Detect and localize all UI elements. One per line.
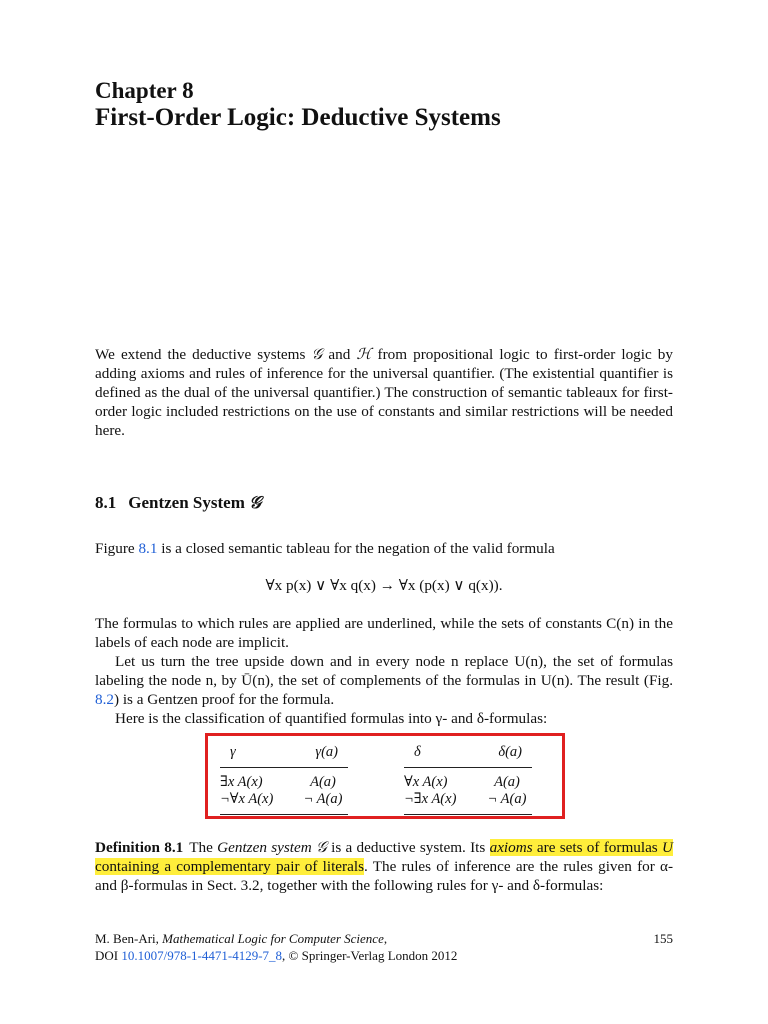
table-cell: ¬ A(a) <box>303 791 343 807</box>
figure-8-2-link[interactable]: 8.2 <box>95 691 114 708</box>
paragraph-underlined: The formulas to which rules are applied are underlined, while the sets of constants C(n) in the labels of each node are implicit. <box>95 615 673 651</box>
table-row <box>404 774 532 791</box>
system-h-symbol: ℋ <box>356 345 372 363</box>
table-cell: A(a) <box>494 774 520 790</box>
body-paragraphs <box>95 614 673 728</box>
intro-text-1: We extend the deductive systems <box>95 346 312 363</box>
table-cell: ¬∀x A(x) <box>220 791 274 807</box>
gamma-table-header <box>220 744 348 768</box>
section-heading <box>95 493 261 513</box>
definition-term: Gentzen system <box>217 839 316 856</box>
delta-a-header: δ(a) <box>498 744 522 760</box>
table-row <box>220 791 348 808</box>
definition-label: Definition 8.1 <box>95 839 184 856</box>
figure-reference-line <box>95 539 673 558</box>
fig-text-2: is a closed semantic tableau for the negation of the valid formula <box>157 540 555 557</box>
highlighted-table-box <box>205 733 565 819</box>
page-number: 155 <box>653 931 673 946</box>
def-text-1: The <box>189 839 218 856</box>
section-symbol: 𝒢 <box>249 493 262 513</box>
paragraph-upside-down <box>95 652 673 709</box>
definition-symbol: 𝒢 <box>315 838 327 856</box>
page-footer <box>95 930 673 964</box>
delta-table <box>404 744 532 815</box>
intro-paragraph <box>95 345 673 440</box>
footer-author: M. Ben-Ari, <box>95 931 163 946</box>
table-cell: ¬ A(a) <box>487 791 527 807</box>
gamma-a-header: γ(a) <box>315 744 338 760</box>
p2-text-1: Let us turn the tree upside down and in every node n replace U(n), the set of formulas labeling the node n, by Ū(n), the set of complements of the formulas in U(n). The result (Fig. <box>95 653 673 689</box>
display-formula: ∀x p(x) ∨ ∀x q(x) → ∀x (p(x) ∨ q(x)). <box>265 577 503 594</box>
highlight-u: U <box>662 839 673 856</box>
table-cell: ∃x A(x) <box>220 774 263 790</box>
paragraph-classification: Here is the classification of quantified formulas into γ- and δ-formulas: <box>115 710 548 727</box>
intro-text-3: from propositional logic to first-order logic by adding axioms and rules of inference for the universal quantifier. (The existential quantifier is defined as the dual of the universal quantifier.) The construction of semantic tableaux for first-order logic included restrictions on the use of constants and similar restrictions will be needed here. <box>95 346 673 439</box>
table-row <box>220 774 348 791</box>
delta-header: δ <box>414 744 421 760</box>
delta-table-header <box>404 744 532 768</box>
figure-8-1-link[interactable]: 8.1 <box>138 540 158 557</box>
def-text-2: is a deductive system. Its <box>326 839 490 856</box>
citation <box>95 930 387 947</box>
doi-prefix: DOI <box>95 948 122 963</box>
section-number: 8.1 <box>95 493 117 512</box>
doi-link[interactable]: 10.1007/978-1-4471-4129-7_8 <box>121 948 283 963</box>
table-cell: ∀x A(x) <box>404 774 448 790</box>
table-cell: ¬∃x A(x) <box>404 791 457 807</box>
highlight-text-2: containing a complementary pair of literals <box>95 858 364 875</box>
intro-text-2: and <box>322 346 357 363</box>
chapter-label: Chapter 8 <box>95 78 194 103</box>
def-text-3: . The rules of inference are the rules given for α- and β-formulas in Sect. 3.2, together with the following rules for γ- and δ-formulas: <box>95 858 674 894</box>
copyright: , © Springer-Verlag London 2012 <box>282 948 458 963</box>
table-row <box>404 791 532 808</box>
highlight-text-1: are sets of formulas <box>532 839 663 856</box>
gamma-header: γ <box>230 744 236 760</box>
delta-table-body <box>404 768 532 815</box>
system-g-symbol: 𝒢 <box>311 345 323 363</box>
chapter-title: First-Order Logic: Deductive Systems <box>95 104 501 131</box>
table-cell: A(a) <box>310 774 336 790</box>
highlight-axioms: axioms <box>489 839 533 856</box>
section-title: Gentzen System <box>128 493 250 512</box>
footer-book-title: Mathematical Logic for Computer Science <box>162 931 384 946</box>
doi-line <box>95 947 673 964</box>
p2-text-2: ) is a Gentzen proof for the formula. <box>113 691 335 708</box>
fig-text-1: Figure <box>95 540 139 557</box>
gamma-table <box>220 744 348 815</box>
gamma-table-body <box>220 768 348 815</box>
definition-8-1 <box>95 838 673 895</box>
footer-comma: , <box>383 931 388 946</box>
